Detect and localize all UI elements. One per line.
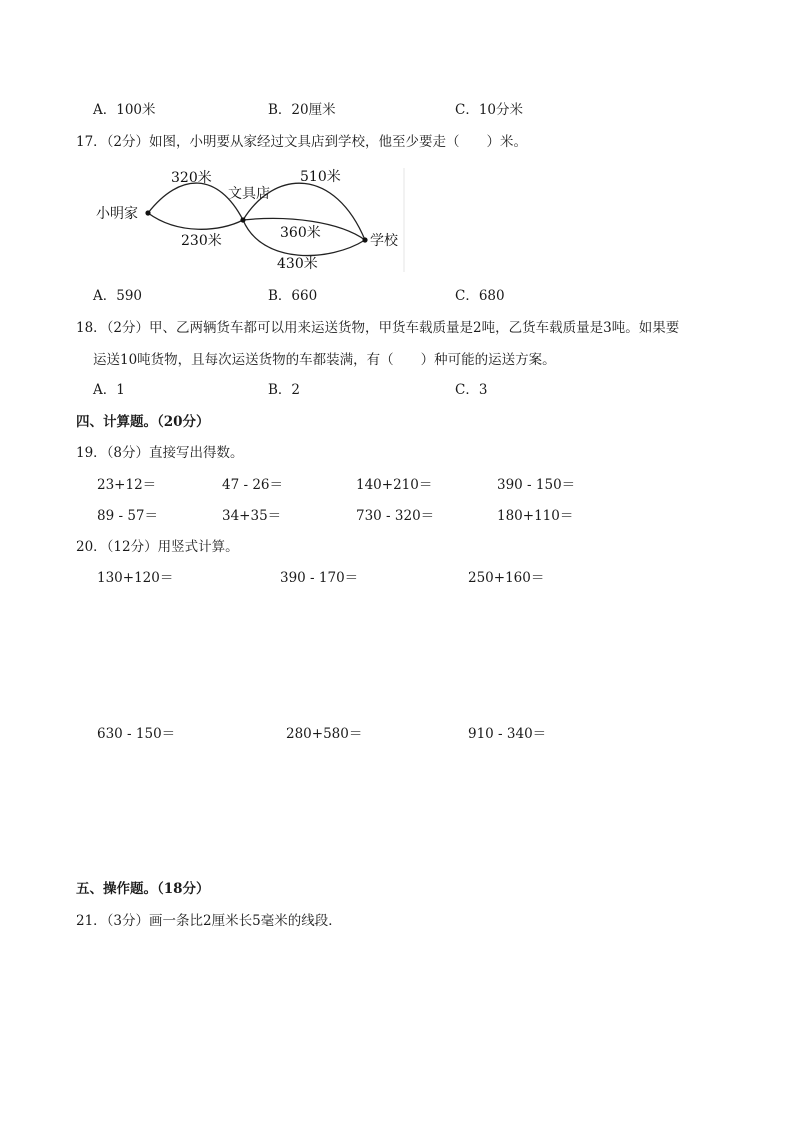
q19-item: 34+35＝	[222, 508, 282, 524]
q16-option-a: A．100米	[93, 102, 156, 118]
q18-option-b: B．2	[268, 382, 301, 398]
label-430: 430米	[277, 256, 318, 272]
q18-option-a: A．1	[93, 382, 125, 398]
q19-item: 390 - 150＝	[497, 477, 576, 493]
q16-option-b: B．20厘米	[268, 102, 336, 118]
label-320: 320米	[171, 170, 212, 186]
label-360: 360米	[280, 225, 321, 241]
q18-option-c: C．3	[455, 382, 488, 398]
q17-option-b: B．660	[268, 288, 318, 304]
q19-item: 180+110＝	[497, 508, 574, 524]
label-510: 510米	[300, 169, 341, 185]
store-label: 文具店	[228, 186, 270, 202]
q18-question-line2: 运送10吨货物，且每次运送货物的车都装满，有（ ）种可能的运送方案。	[93, 352, 556, 368]
school-label: 学校	[370, 233, 398, 249]
q20-item: 280+580＝	[286, 726, 363, 742]
q17-option-c: C．680	[455, 288, 505, 304]
q19-item: 89 - 57＝	[97, 508, 159, 524]
q17-route-figure	[0, 160, 420, 275]
q19-item: 140+210＝	[356, 477, 433, 493]
q19-item: 47 - 26＝	[222, 477, 284, 493]
q18-question-line1: 18．（2分）甲、乙两辆货车都可以用来运送货物，甲货车载质量是2吨，乙货车载质量是3吨。如果要	[76, 320, 680, 336]
home-label: 小明家	[96, 206, 138, 222]
q19-question: 19．（8分）直接写出得数。	[76, 445, 244, 461]
home-point	[145, 210, 150, 215]
label-230: 230米	[181, 233, 222, 249]
q20-item: 250+160＝	[468, 570, 545, 586]
q20-item: 390 - 170＝	[280, 570, 359, 586]
q19-item: 23+12＝	[97, 477, 157, 493]
q20-item: 130+120＝	[97, 570, 174, 586]
q19-item: 730 - 320＝	[356, 508, 435, 524]
section4-title: 四、计算题。（20分）	[76, 414, 210, 430]
q20-question: 20．（12分）用竖式计算。	[76, 539, 239, 555]
q17-question: 17．（2分）如图，小明要从家经过文具店到学校，他至少要走（ ）米。	[76, 134, 528, 150]
store-point	[240, 217, 245, 222]
section5-title: 五、操作题。（18分）	[76, 881, 210, 897]
q17-option-a: A．590	[93, 288, 143, 304]
route-home-store-bottom	[148, 213, 243, 229]
q20-item: 910 - 340＝	[468, 726, 547, 742]
school-point	[362, 237, 367, 242]
q20-item: 630 - 150＝	[97, 726, 176, 742]
q21-question: 21．（3分）画一条比2厘米长5毫米的线段．	[76, 913, 342, 929]
q16-option-c: C．10分米	[455, 102, 524, 118]
